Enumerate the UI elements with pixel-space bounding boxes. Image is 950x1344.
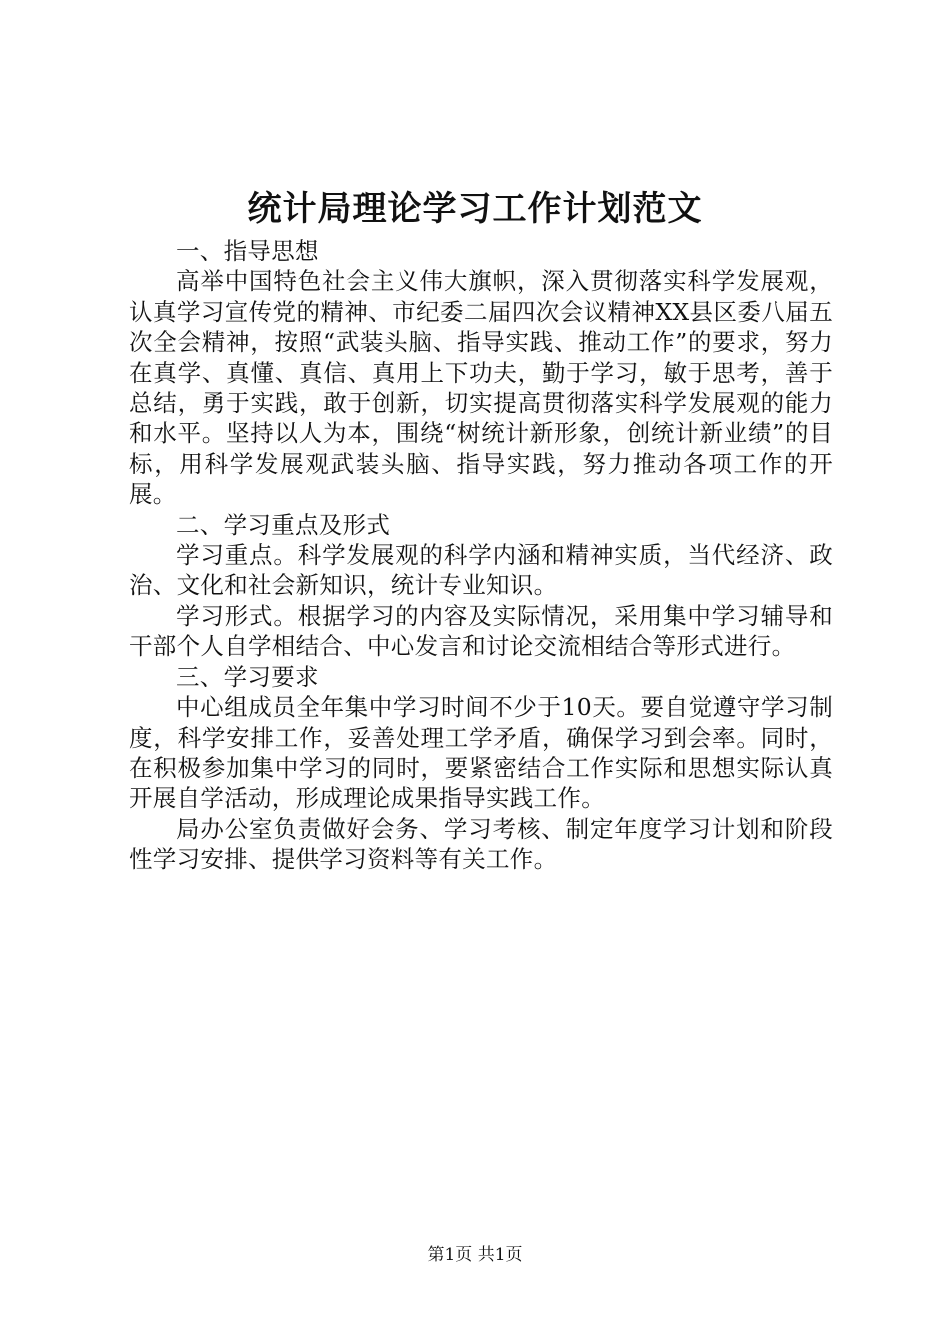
section-heading-guiding-ideology: 一、指导思想 — [176, 237, 319, 265]
section-heading-study-focus-and-form: 二、学习重点及形式 — [176, 510, 391, 539]
paragraph-office-responsibilities: 局办公室负责做好会务、学习考核、制定年度学习计划和阶段性学习安排、提供学习资料等有关工作。 — [129, 814, 833, 874]
paragraph-study-form: 学习形式。根据学习的内容及实际情况，采用集中学习辅导和干部个人自学相结合、中心发言和讨论交流相结合等形式进行。 — [129, 601, 833, 661]
paragraph-study-requirements: 中心组成员全年集中学习时间不少于10天。要自觉遵守学习制度，科学安排工作，妥善处理工学矛盾，确保学习到会率。同时，在积极参加集中学习的同时，要紧密结合工作实际和思想实际认真开展自学活动，形成理论成果指导实践工作。 — [129, 693, 833, 813]
section-heading-study-requirements: 三、学习要求 — [176, 662, 319, 691]
paragraph-guiding-ideology: 高举中国特色社会主义伟大旗帜，深入贯彻落实科学发展观，认真学习宣传党的精神、市纪委二届四次会议精神XX县区委八届五次全会精神，按照“武装头脑、指导实践、推动工作”的要求，努力在真学、真懂、真信、真用上下功夫，勤于学习，敏于思考，善于总结，勇于实践，敢于创新，切实提高贯彻落实科学发展观的能力和水平。坚持以人为本，围绕“树统计新形象，创统计新业绩”的目标，用科学发展观武装头脑、指导实践，努力推动各项工作的开展。 — [129, 267, 833, 509]
paragraph-study-focus: 学习重点。科学发展观的科学内涵和精神实质，当代经济、政治、文化和社会新知识，统计专业知识。 — [129, 541, 833, 600]
page-number-footer: 第1页 共1页 — [427, 1245, 523, 1265]
document-title: 统计局理论学习工作计划范文 — [247, 189, 703, 229]
document-body — [129, 236, 833, 875]
